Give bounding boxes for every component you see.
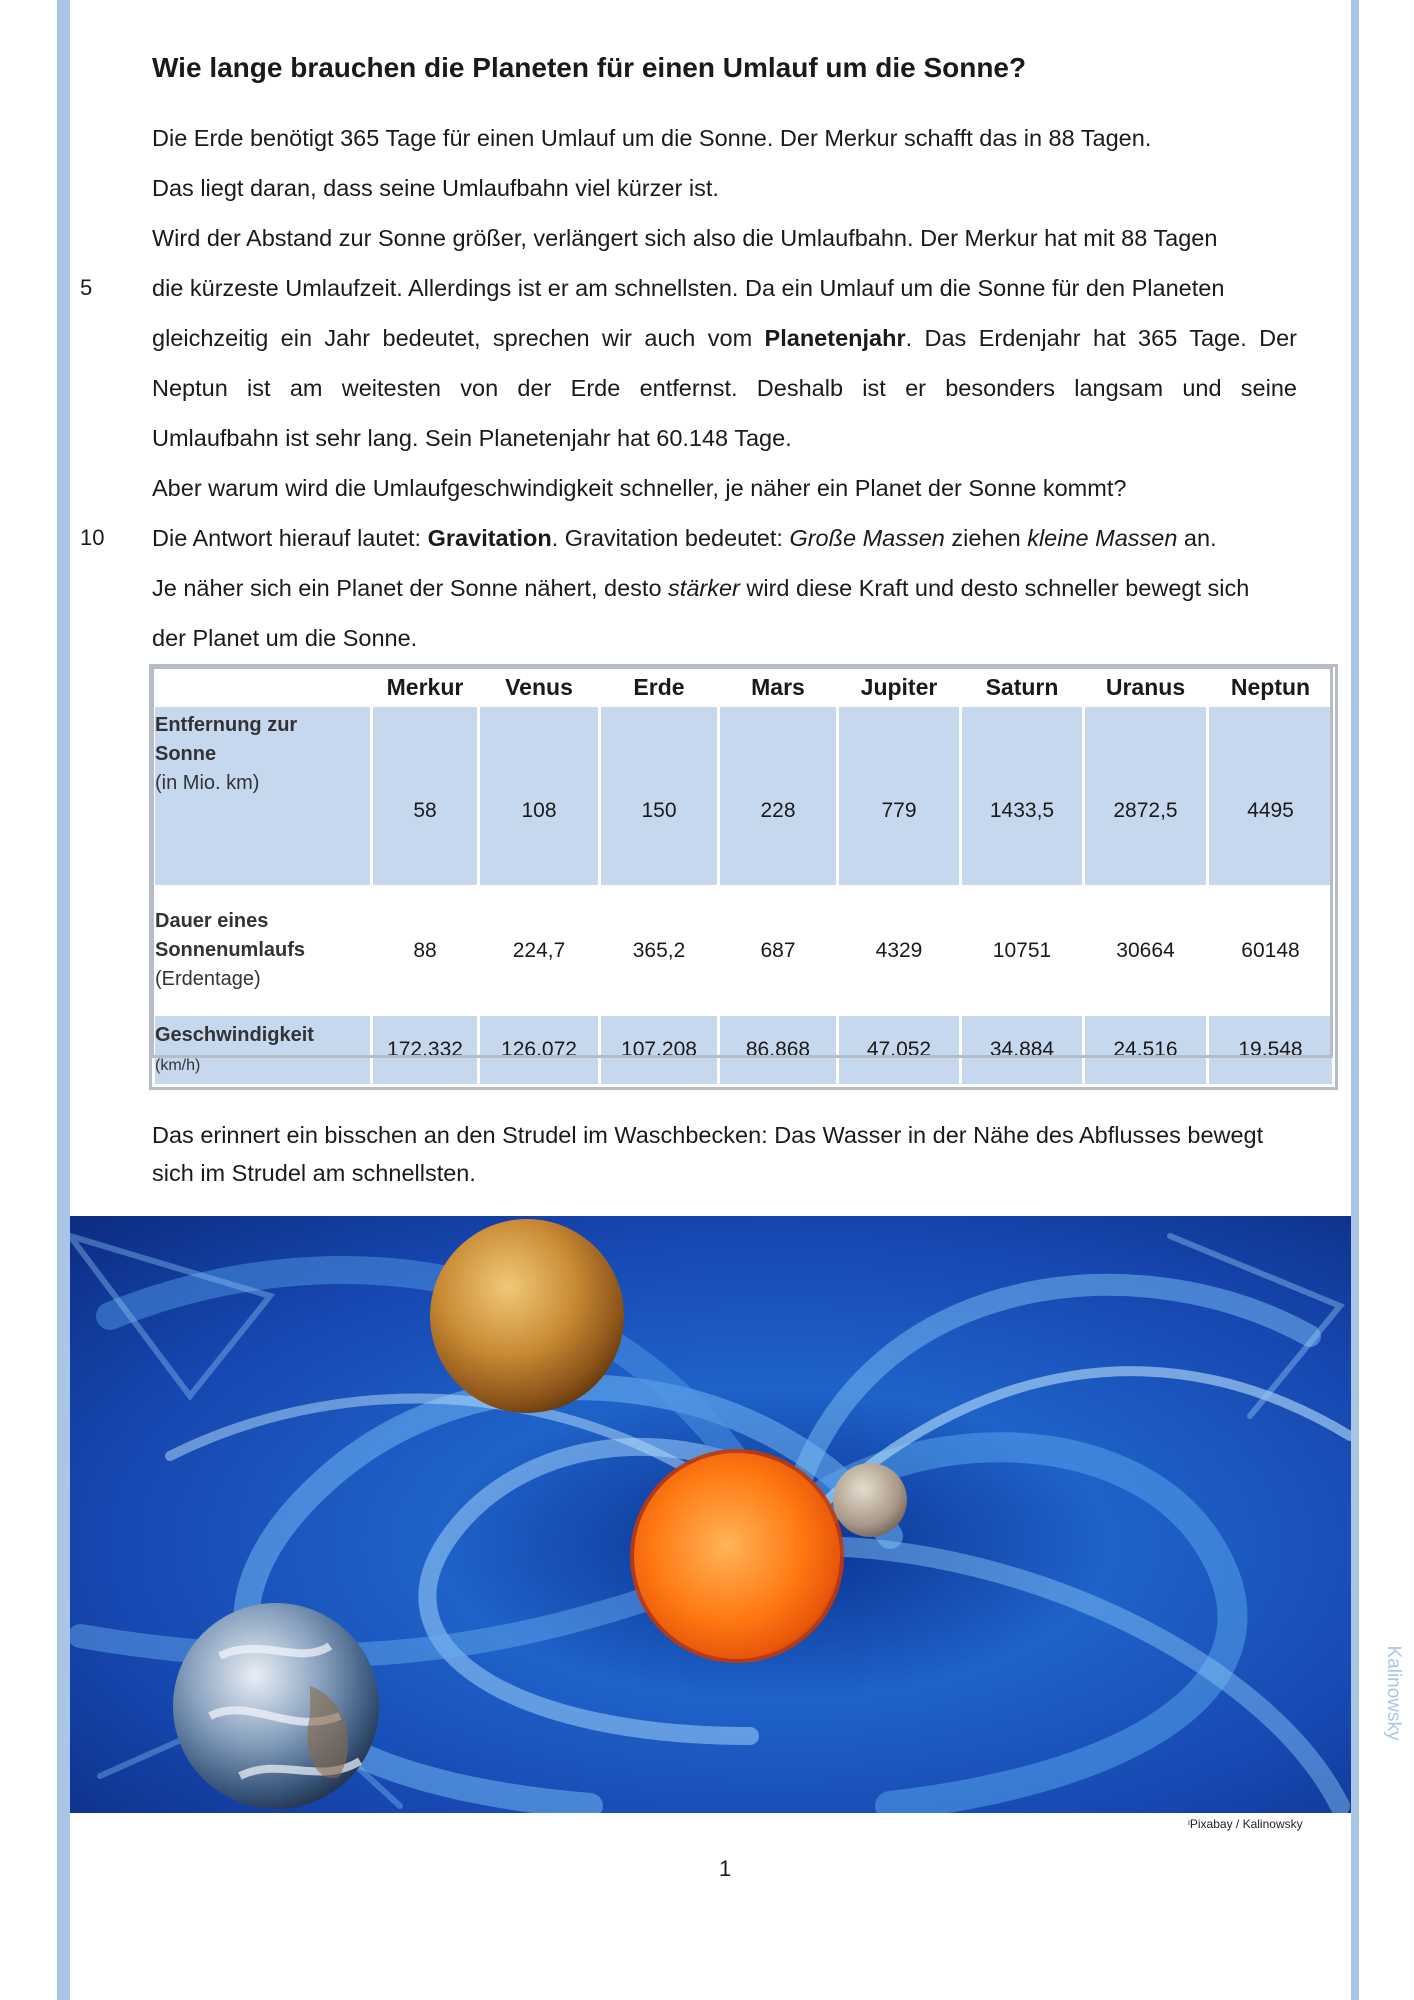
text-run: ziehen [944, 525, 1028, 551]
bold-term-gravitation: Gravitation [427, 525, 552, 551]
text-line: Wird der Abstand zur Sonne größer, verlängert sich also die Umlaufbahn. Der Merkur hat mit 88 Tagen [152, 225, 1218, 251]
row-label [154, 1015, 372, 1086]
column-header: Mars [719, 669, 838, 706]
bold-term-planetenjahr: Planetenjahr [764, 325, 906, 351]
table-cell: 126.072 [479, 1015, 600, 1086]
table-cell: 60148 [1208, 887, 1334, 1015]
text-line: Die Erde benötigt 365 Tage für einen Umlauf um die Sonne. Der Merkur schafft das in 88 Tagen. [152, 125, 1152, 151]
page-title: Wie lange brauchen die Planeten für einen Umlauf um die Sonne? [152, 52, 1027, 83]
row-unit: (Erdentage) [155, 968, 261, 990]
italic-term: stärker [668, 575, 740, 601]
credit-mark: ᶦ [1188, 1817, 1190, 1831]
mercury-illustration [833, 1463, 907, 1537]
text-line [152, 563, 1297, 613]
row-label-line: Geschwindigkeit [155, 1023, 314, 1046]
table-cell: 34.884 [961, 1015, 1084, 1086]
table-cell: 228 [719, 706, 838, 887]
table-cell: 687 [719, 887, 838, 1015]
table-cell: 150 [600, 706, 719, 887]
right-margin-bar [1351, 0, 1359, 2000]
row-unit: (km/h) [155, 1056, 201, 1074]
planet-data-table [152, 667, 1335, 1087]
text-line: Aber warum wird die Umlaufgeschwindigkeit schneller, je näher ein Planet der Sonne kommt? [152, 475, 1127, 501]
text-run: Die Antwort hierauf lautet: [152, 525, 428, 551]
table-cell: 30664 [1084, 887, 1208, 1015]
text-line: sich im Strudel am schnellsten. [152, 1160, 476, 1186]
text-line [152, 313, 1297, 363]
table-cell: 4329 [838, 887, 961, 1015]
table-cell: 1433,5 [961, 706, 1084, 887]
text-line: Neptun ist am weitesten von der Erde entfernst. Deshalb ist er besonders langsam und seine [152, 375, 1297, 401]
paragraph-vortex [152, 1116, 1302, 1192]
table-cell: 88 [372, 887, 479, 1015]
table-cell: 224,7 [479, 887, 600, 1015]
column-header: Saturn [961, 669, 1084, 706]
image-credit [1188, 1817, 1303, 1831]
text-run: an. [1177, 525, 1217, 551]
left-margin-bar [57, 0, 70, 2000]
text-line: Das liegt daran, dass seine Umlaufbahn viel kürzer ist. [152, 175, 719, 201]
text-line: die kürzeste Umlaufzeit. Allerdings ist er am schnellsten. Da ein Umlauf um die Sonne für den Planeten [152, 275, 1225, 301]
text-run: Je näher sich ein Planet der Sonne nähert, desto [152, 575, 669, 601]
table-cell: 24.516 [1084, 1015, 1208, 1086]
table-row [154, 887, 1334, 1015]
text-run: . Gravitation bedeutet: [551, 525, 790, 551]
column-header: Jupiter [838, 669, 961, 706]
table-header-row [154, 669, 1334, 706]
table-row [154, 706, 1334, 887]
row-unit: (in Mio. km) [155, 772, 260, 794]
paragraph-main [152, 113, 1297, 663]
column-header: Uranus [1084, 669, 1208, 706]
row-label-line: Dauer eines [155, 910, 269, 932]
table-cell: 107.208 [600, 1015, 719, 1086]
credit-text: Pixabay / Kalinowsky [1189, 1817, 1303, 1831]
vortex-planets-image [70, 1216, 1351, 1813]
table-cell: 86.868 [719, 1015, 838, 1086]
column-header: Merkur [372, 669, 479, 706]
line-number: 5 [80, 275, 93, 300]
table-cell: 365,2 [600, 887, 719, 1015]
column-header: Venus [479, 669, 600, 706]
text-line: Umlaufbahn ist sehr lang. Sein Planetenjahr hat 60.148 Tage. [152, 425, 792, 451]
page-number: 1 [719, 1856, 732, 1881]
table-cell: 47.052 [838, 1015, 961, 1086]
text-run: gleichzeitig ein Jahr bedeutet, sprechen wir auch vom [152, 325, 765, 351]
table-cell: 10751 [961, 887, 1084, 1015]
sun-illustration [634, 1453, 840, 1659]
table-cell: 19.548 [1208, 1015, 1334, 1086]
text-run: . Das Erdenjahr hat 365 Tage. Der [905, 325, 1297, 351]
table-cell: 58 [372, 706, 479, 887]
text-line: der Planet um die Sonne. [152, 625, 418, 651]
table-row [154, 1015, 1334, 1086]
table-cell: 4495 [1208, 706, 1334, 887]
vortex-illustration [70, 1216, 1351, 1813]
italic-term: kleine Massen [1027, 525, 1178, 551]
row-label [154, 887, 372, 1015]
text-line: Das erinnert ein bisschen an den Strudel im Waschbecken: Das Wasser in der Nähe des Abflusses bewegt [152, 1122, 1264, 1148]
table-cell: 2872,5 [1084, 706, 1208, 887]
row-label-line: Entfernung zur [155, 714, 298, 736]
venus-illustration [430, 1219, 624, 1413]
row-label-line: Sonne [155, 743, 217, 765]
row-label-line: Sonnenumlaufs [155, 939, 306, 961]
italic-term: Große Massen [789, 525, 945, 551]
column-header: Erde [600, 669, 719, 706]
row-label [154, 706, 372, 887]
table-cell: 779 [838, 706, 961, 887]
earth-illustration [173, 1603, 379, 1809]
text-line [152, 513, 1297, 563]
side-watermark: Kalinowsky [1383, 1645, 1404, 1741]
table-cell: 172.332 [372, 1015, 479, 1086]
text-run: wird diese Kraft und desto schneller bewegt sich [739, 575, 1250, 601]
table-corner-cell [154, 669, 372, 706]
table-cell: 108 [479, 706, 600, 887]
line-number: 10 [80, 525, 105, 550]
column-header: Neptun [1208, 669, 1334, 706]
